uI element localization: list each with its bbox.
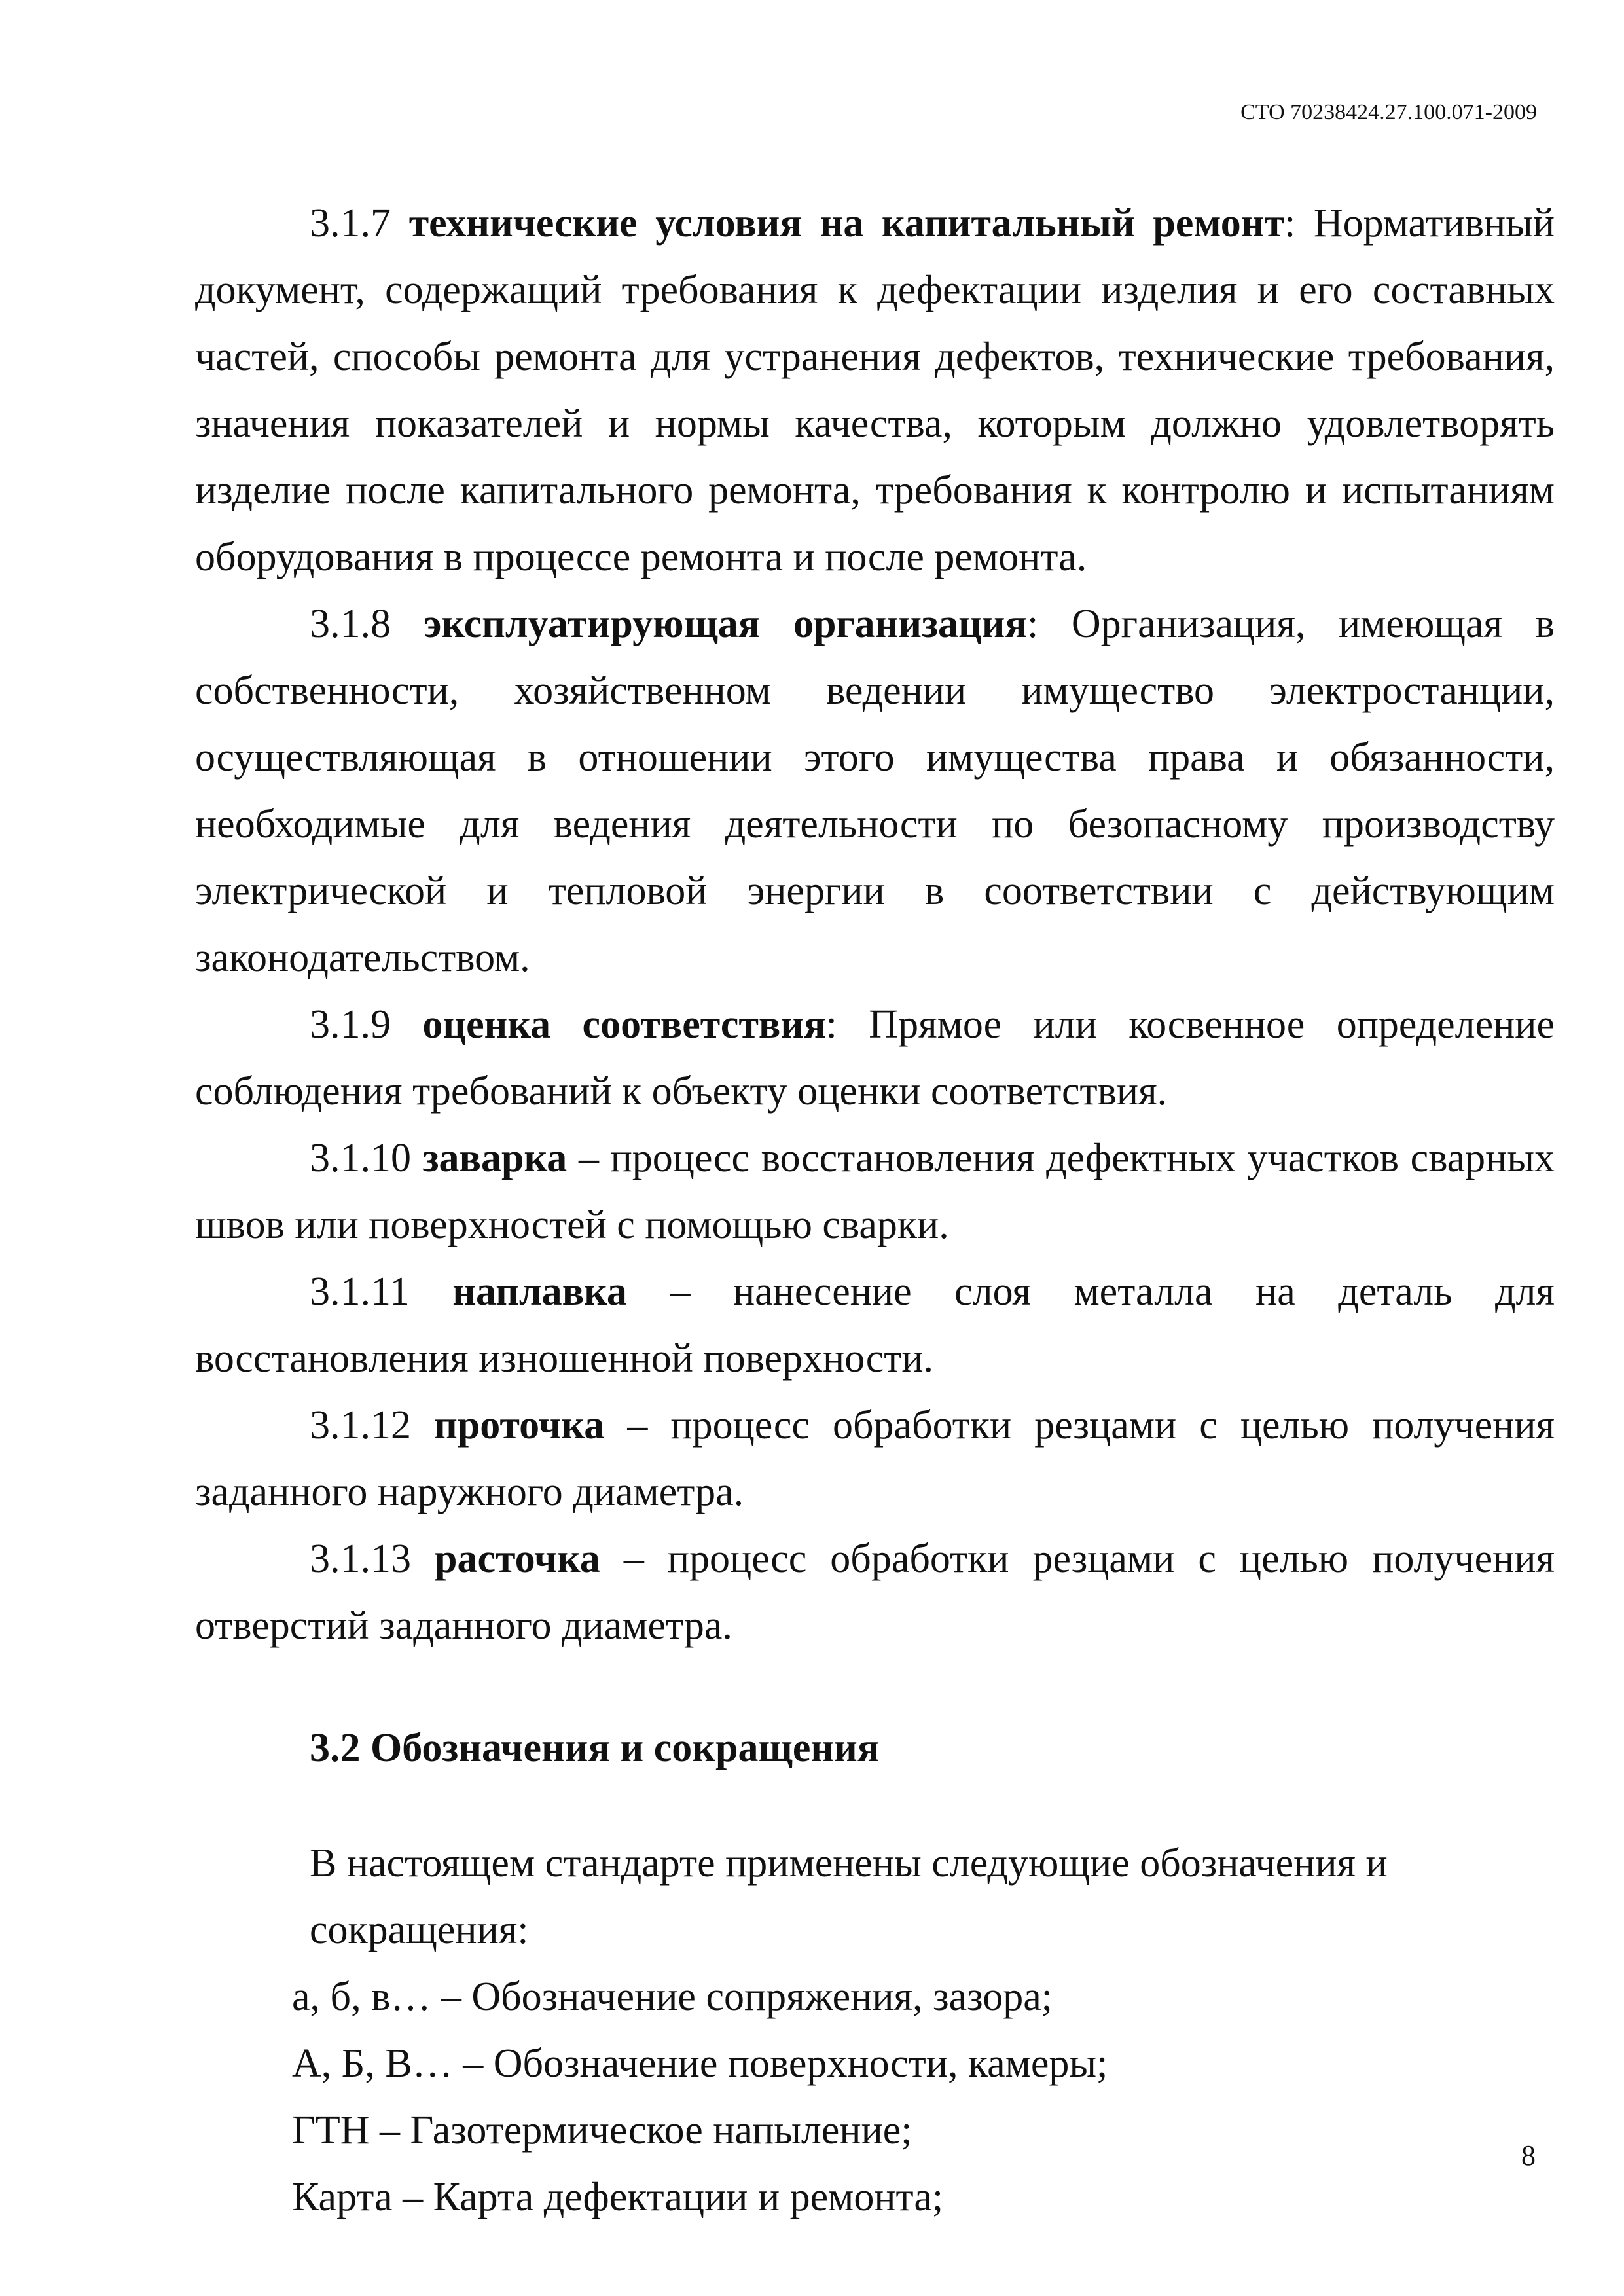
abbreviation-item: ГТН – Газотермическое напыление; [292, 2108, 912, 2153]
definition-term: проточка [434, 1403, 605, 1448]
definition-separator: – [600, 1537, 668, 1581]
definition-number: 3.1.13 [310, 1537, 411, 1581]
page-body [195, 190, 1555, 2231]
definition-text: Организация, имеющая в собственности, хозяйственном ведении имущество электростанции, осуществляющая в отношении этого имущества права и обязанности, необходимые для ведения деятельности по безопасному производству электрической и тепловой энергии в соответствии с действующим законодательством. [195, 602, 1555, 980]
definition-number: 3.1.8 [310, 602, 391, 646]
definition-separator: – [567, 1136, 611, 1180]
definition-3-1-10 [195, 1125, 1555, 1258]
section-intro: В настоящем стандарте применены следующие обозначения и сокращения: [310, 1841, 1388, 1952]
definition-3-1-9 [195, 991, 1555, 1125]
definition-number: 3.1.7 [310, 201, 391, 246]
definition-text: Нормативный документ, содержащий требования к дефектации изделия и его составных частей, способы ремонта для устранения дефектов, технические требования, значения показателей и нормы качества, которым должно удовлетворять изделие после капитального ремонта, требования к контролю и испытаниям оборудования в процессе ремонта и после ремонта. [195, 201, 1555, 579]
definition-3-1-11 [195, 1258, 1555, 1392]
definition-number: 3.1.9 [310, 1002, 391, 1047]
definition-3-1-8 [195, 591, 1555, 991]
definition-3-1-13 [195, 1525, 1555, 1659]
definition-text: процесс обработки резцами с целью получения отверстий заданного диаметра. [195, 1537, 1555, 1648]
definition-number: 3.1.12 [310, 1403, 411, 1448]
abbreviation-item: Карта – Карта дефектации и ремонта; [292, 2175, 944, 2219]
definition-separator: – [604, 1403, 671, 1448]
definition-term: расточка [435, 1537, 600, 1581]
definition-separator: : [1284, 201, 1314, 246]
definition-number: 3.1.10 [310, 1136, 411, 1180]
definition-term: оценка соответствия [422, 1002, 826, 1047]
document-code-header: СТО 70238424.27.100.071-2009 [1240, 100, 1537, 124]
definition-3-1-12 [195, 1392, 1555, 1525]
abbreviation-item: А, Б, В… – Обозначение поверхности, камеры; [292, 2041, 1108, 2086]
abbreviation-item: а, б, в… – Обозначение сопряжения, зазора; [292, 1975, 1053, 2019]
definition-number: 3.1.11 [310, 1269, 410, 1314]
definition-separator: : [1027, 602, 1072, 646]
definition-text: процесс обработки резцами с целью получения заданного наружного диаметра. [195, 1403, 1555, 1514]
definition-separator: : [825, 1002, 869, 1047]
definition-3-1-7 [195, 190, 1555, 591]
section-heading: 3.2 Обозначения и сокращения [310, 1726, 880, 1770]
definition-text: Прямое или косвенное определение соблюдения требований к объекту оценки соответствия. [195, 1002, 1555, 1114]
definition-separator: – [626, 1269, 733, 1314]
definition-term: заварка [422, 1136, 568, 1180]
definition-text: нанесение слоя металла на деталь для восстановления изношенной поверхности. [195, 1269, 1555, 1381]
definition-term: наплавка [452, 1269, 627, 1314]
definition-term: эксплуатирующая организация [424, 602, 1027, 646]
definition-text: процесс восстановления дефектных участков сварных швов или поверхностей с помощью сварки. [195, 1136, 1555, 1247]
abbreviation-list [195, 1963, 1555, 2231]
definition-term: технические условия на капитальный ремонт [408, 201, 1284, 246]
page-number: 8 [1521, 2140, 1536, 2172]
